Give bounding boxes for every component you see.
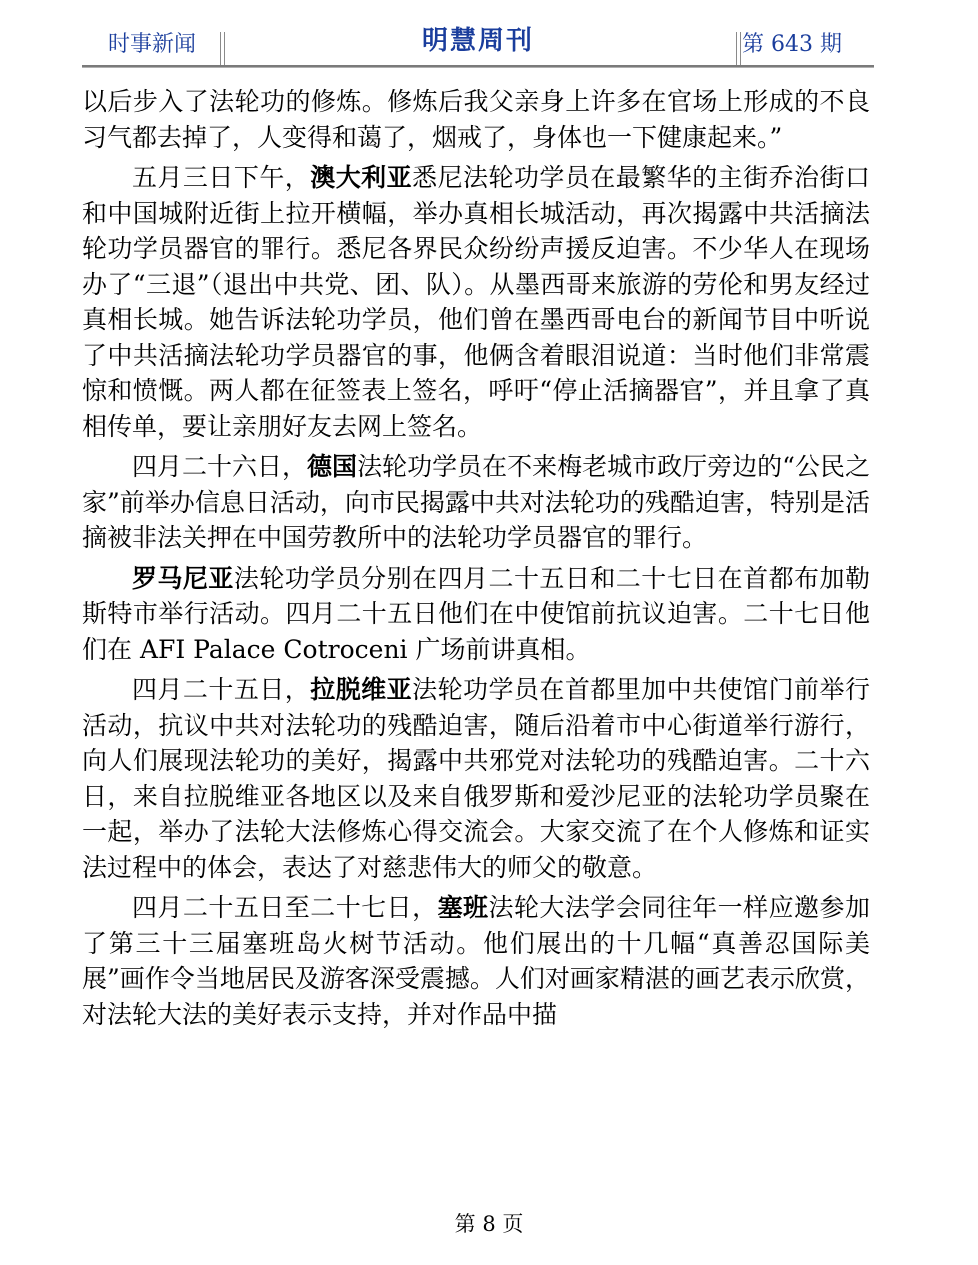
issue-number: 第 643 期	[742, 32, 842, 57]
paragraph-2	[82, 160, 870, 444]
page-number: 第 8 页	[454, 1212, 524, 1236]
paragraph-text: 以后步入了法轮功的修炼。修炼后我父亲身上许多在官场上形成的不良习气都去掉了，人变得和蔼了，烟戒了，身体也一下健康起来。”	[82, 87, 870, 152]
paragraph-prefix: 五月三日下午，	[132, 163, 311, 192]
paragraph-4	[82, 561, 870, 668]
paragraph-prefix: 四月二十五日至二十七日，	[132, 893, 438, 922]
country-name: 拉脱维亚	[310, 675, 413, 704]
paragraph-prefix: 四月二十五日，	[132, 675, 311, 704]
header-divider-right	[736, 32, 741, 66]
section-label: 时事新闻	[108, 32, 197, 57]
paragraph-prefix: 四月二十六日，	[132, 452, 308, 481]
header-rule	[82, 65, 874, 68]
article-body	[82, 84, 870, 1037]
publication-title: 明慧周刊	[421, 26, 534, 56]
paragraph-1	[82, 84, 870, 155]
paragraph-text: 悉尼法轮功学员在最繁华的主街乔治街口和中国城附近街上拉开横幅，举办真相长城活动，再次揭露中共活摘法轮功学员器官的罪行。悉尼各界民众纷纷声援反迫害。不少华人在现场办了“三退”（退出中共党、团、队）。从墨西哥来旅游的劳伦和男友经过真相长城。她告诉法轮功学员，他们曾在墨西哥电台的新闻节目中听说了中共活摘法轮功学员器官的事，他俩含着眼泪说道：当时他们非常震惊和愤慨。两人都在征签表上签名，呼吁“停止活摘器官”，并且拿了真相传单，要让亲朋好友去网上签名。	[82, 163, 870, 441]
country-name: 德国	[307, 452, 358, 481]
paragraph-5	[82, 672, 870, 885]
country-name: 塞班	[437, 893, 489, 922]
paragraph-text: 法轮功学员分别在四月二十五日和二十七日在首都布加勒斯特市举行活动。四月二十五日他们在中使馆前抗议迫害。二十七日他们在 AFI Palace Cotroceni 广场前讲真相。	[82, 563, 870, 664]
paragraph-text: 法轮功学员在首都里加中共使馆门前举行活动，抗议中共对法轮功的残酷迫害，随后沿着市中心街道举行游行，向人们展现法轮功的美好，揭露中共邪党对法轮功的残酷迫害。二十六日，来自拉脱维亚各地区以及来自俄罗斯和爱沙尼亚的法轮功学员聚在一起，举办了法轮大法修炼心得交流会。大家交流了在个人修炼和证实法过程中的体会，表达了对慈悲伟大的师父的敬意。	[82, 675, 870, 882]
paragraph-text: 法轮大法学会同往年一样应邀参加了第三十三届塞班岛火树节活动。他们展出的十几幅“真善忍国际美展”画作令当地居民及游客深受震撼。人们对画家精湛的画艺表示欣赏，对法轮大法的美好表示支持，并对作品中描	[82, 893, 870, 1029]
country-name: 罗马尼亚	[132, 563, 234, 593]
paragraph-3	[82, 449, 870, 556]
paragraph-6	[82, 890, 870, 1032]
paragraph-text: 法轮功学员在不来梅老城市政厅旁边的“公民之家”前举办信息日活动，向市民揭露中共对法轮功的残酷迫害，特别是活摘被非法关押在中国劳教所中的法轮功学员器官的罪行。	[82, 452, 870, 552]
page-header	[82, 20, 874, 68]
country-name: 澳大利亚	[310, 163, 413, 192]
